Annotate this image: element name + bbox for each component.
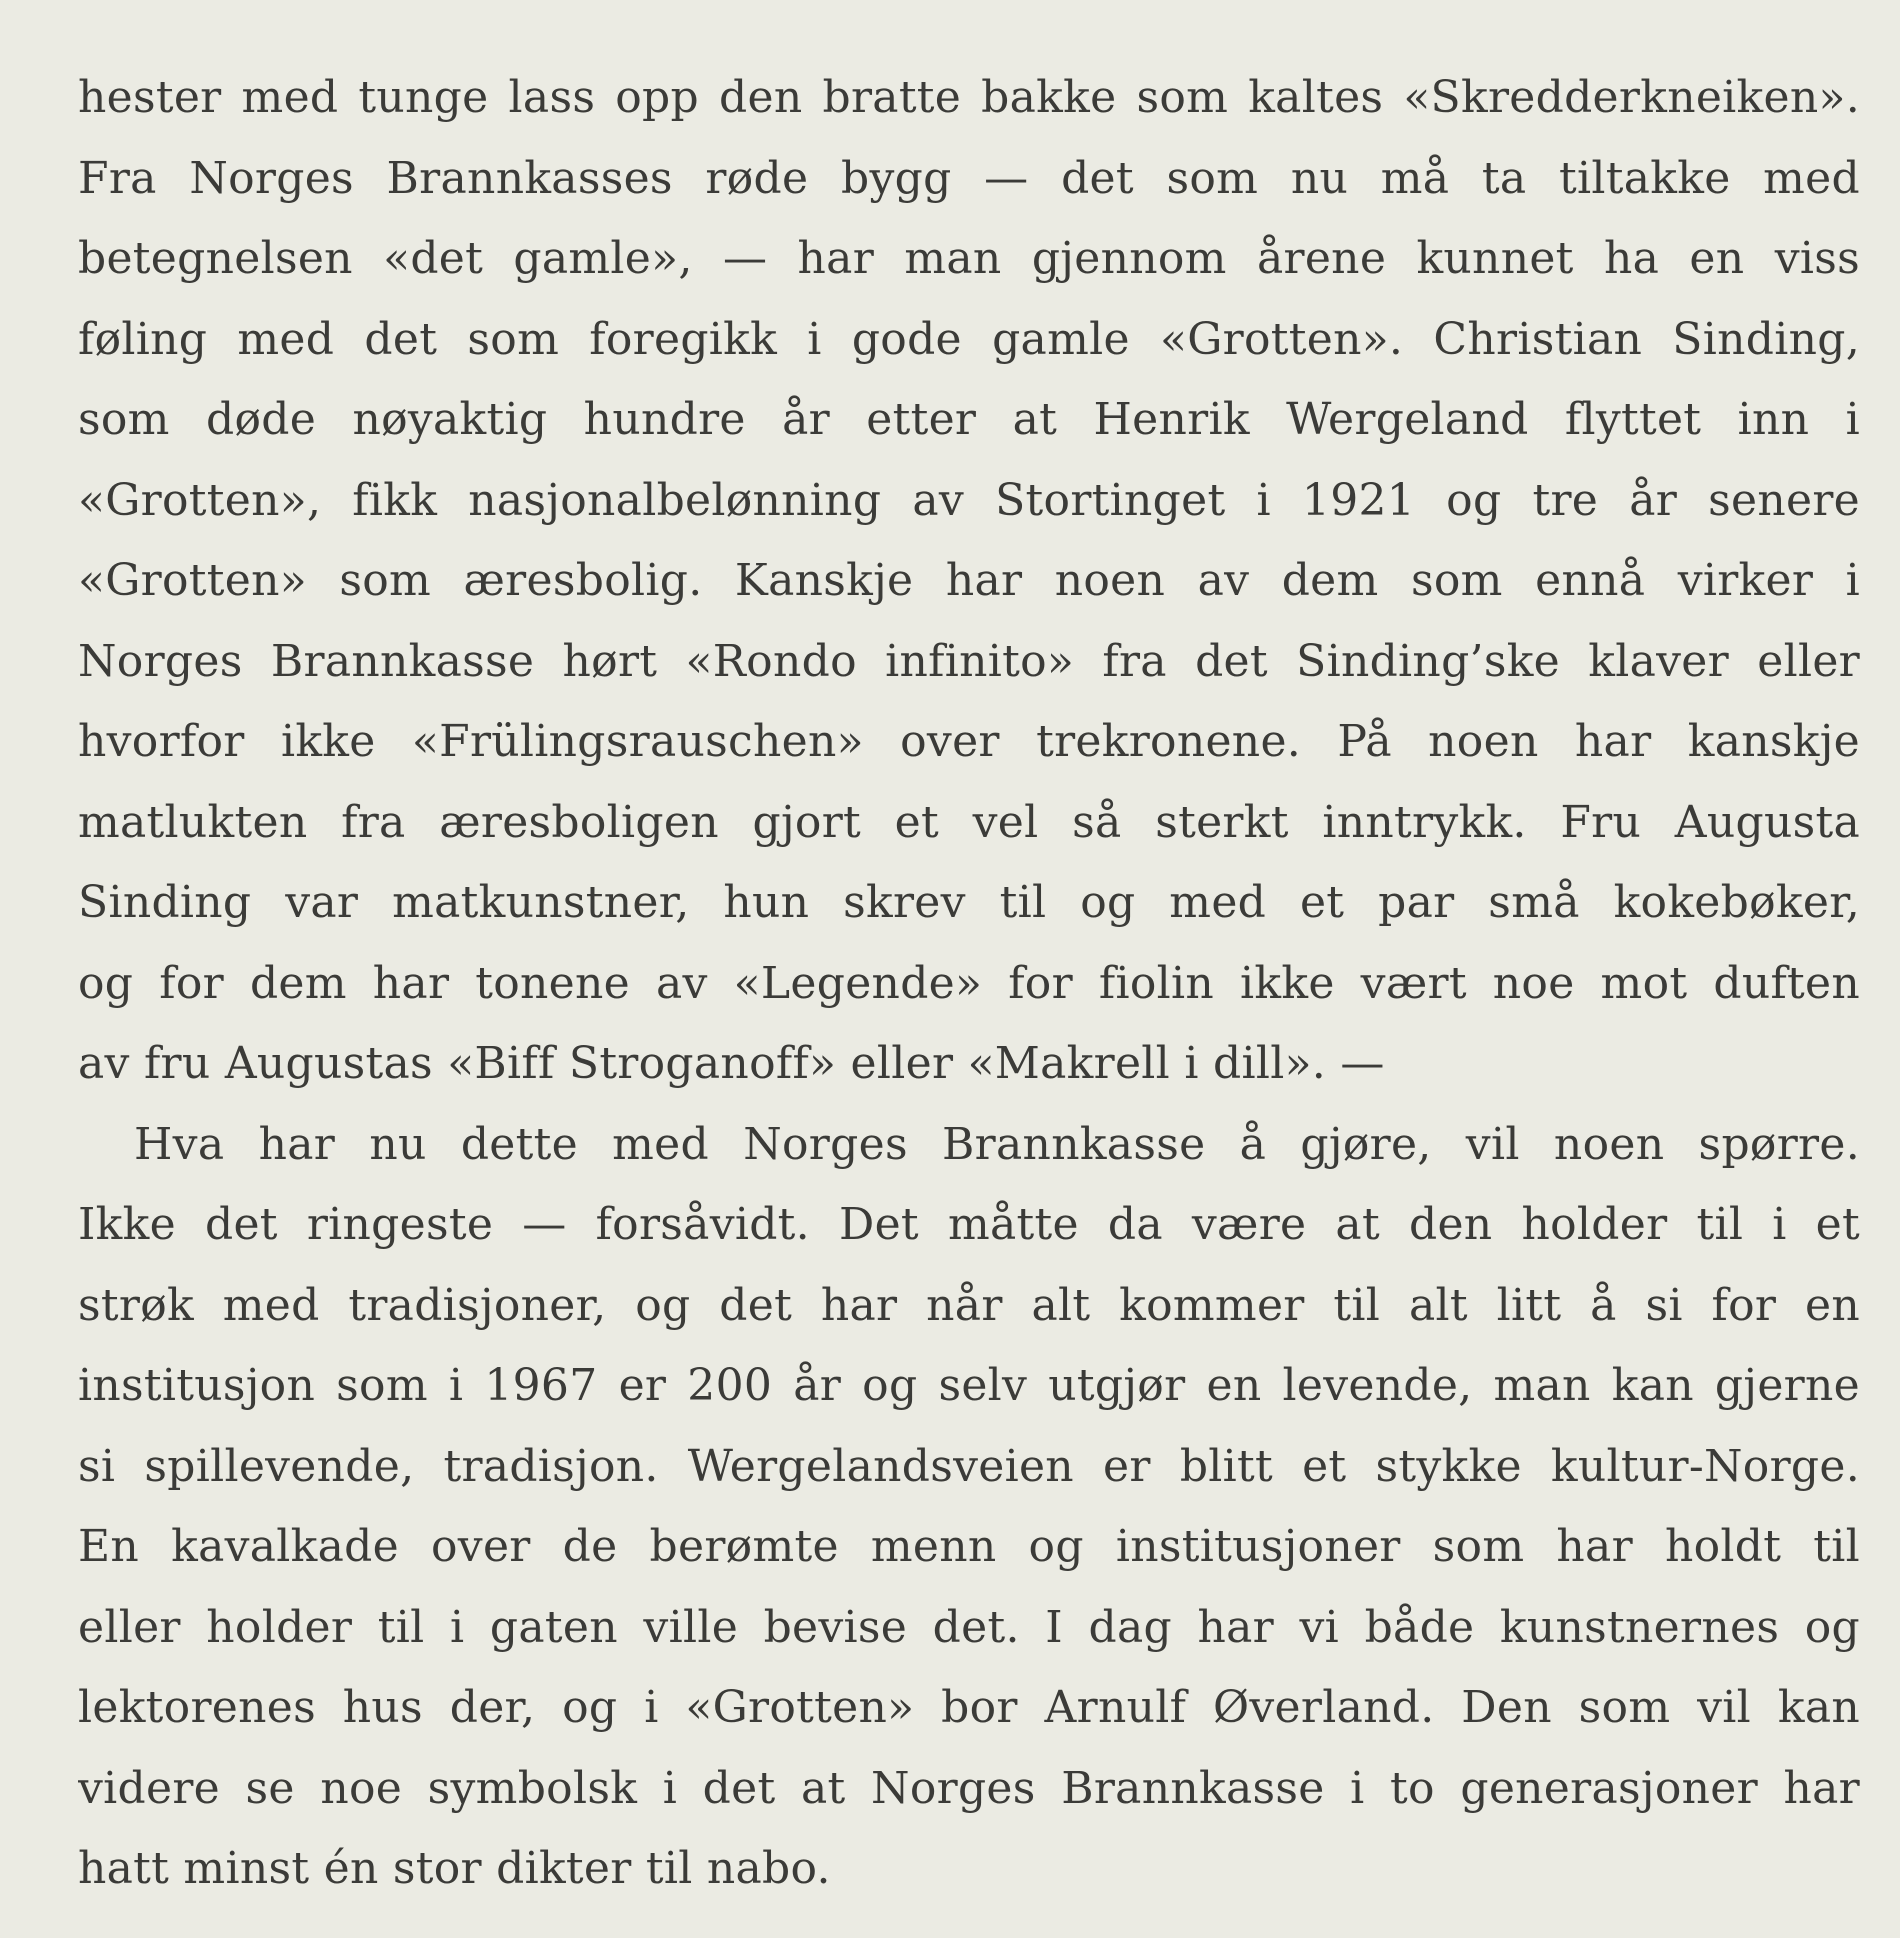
text-line: En kavalkade over de berømte menn og institusjoner som har holdt til [78,1521,1860,1572]
text-line: lektorenes hus der, og i «Grotten» bor Arnulf Øverland. Den som vil kan [78,1682,1860,1733]
text-line: si spillevende, tradisjon. Wergelandsveien er blitt et stykke kultur-Norge. [78,1440,1860,1492]
text-line: «Grotten», fikk nasjonalbelønning av Stortinget i 1921 og tre år senere [78,474,1860,526]
text-line: hester med tunge lass opp den bratte bakke som kaltes «Skredderkneiken». [78,72,1860,123]
text-line: betegnelsen «det gamle», — har man gjennom årene kunnet ha en viss [78,233,1860,284]
text-line: Sinding var matkunstner, hun skrev til og med et par små kokebøker, [78,877,1860,928]
text-line: strøk med tradisjoner, og det har når alt kommer til alt litt å si for en [78,1279,1860,1331]
text-line: Norges Brannkasse hørt «Rondo infinito» fra det Sinding’ske klaver eller [78,635,1860,687]
text-line: eller holder til i gaten ville bevise det. I dag har vi både kunstnernes og [78,1601,1860,1653]
text-line: av fru Augustas «Biff Stroganoff» eller «Makrell i dill». — [78,1038,1385,1089]
paragraph-2 [78,1105,1860,1910]
text-line: matlukten fra æresboligen gjort et vel så sterkt inntrykk. Fru Augusta [78,796,1860,848]
text-line: som døde nøyaktig hundre år etter at Henrik Wergeland flyttet inn i [78,394,1860,445]
text-line: føling med det som foregikk i gode gamle «Grotten». Christian Sinding, [78,313,1860,365]
text-line: videre se noe symbolsk i det at Norges Brannkasse i to generasjoner har [78,1762,1860,1814]
text-line: Fra Norges Brannkasses røde bygg — det som nu må ta tiltakke med [78,152,1860,204]
text-line: hatt minst én stor dikter til nabo. [78,1843,831,1894]
text-line: Hva har nu dette med Norges Brannkasse å gjøre, vil noen spørre. [134,1118,1860,1170]
text-line: institusjon som i 1967 er 200 år og selv utgjør en levende, man kan gjerne [78,1360,1860,1411]
text-line: og for dem har tonene av «Legende» for fiolin ikke vært noe mot duften [78,957,1860,1009]
text-line: Ikke det ringeste — forsåvidt. Det måtte da være at den holder til i et [78,1199,1860,1250]
text-line: hvorfor ikke «Frülingsrauschen» over trekronene. På noen har kanskje [78,716,1860,767]
body-text [78,58,1860,1910]
text-line: «Grotten» som æresbolig. Kanskje har noen av dem som ennå virker i [78,555,1860,606]
paragraph-1 [78,58,1860,1105]
